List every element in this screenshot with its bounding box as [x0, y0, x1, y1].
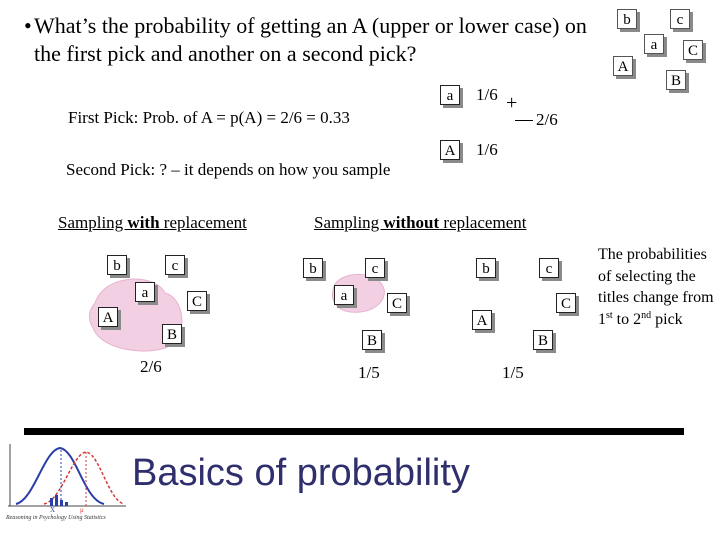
without1-tile-a: a	[334, 285, 354, 305]
tile-A: A	[613, 56, 633, 76]
with-tile-A: A	[98, 307, 118, 327]
logo-label-x: X	[50, 506, 56, 514]
without1-tile-B: B	[362, 330, 382, 350]
without2-tile-C: C	[556, 293, 576, 313]
with-suffix: replacement	[159, 213, 247, 232]
without2-tile-B: B	[533, 330, 553, 350]
side-note-first: 1	[598, 310, 606, 328]
with-tile-b: b	[107, 255, 127, 275]
first-pick-fraction-upper: 1/6	[476, 140, 498, 159]
side-note-second: 2	[633, 310, 642, 328]
bullet: •	[24, 13, 32, 38]
logo-caption: Reasoning in Psychology Using Statistics	[6, 515, 106, 521]
with-tile-B: B	[162, 324, 182, 344]
question-body: What’s the probability of getting an A (upper or lower case) on the first pick and another on a second pick?	[34, 13, 587, 66]
without2-tile-A: A	[472, 310, 492, 330]
question-text	[24, 12, 594, 68]
footer-logo	[4, 440, 130, 520]
without-group2-probability: 1/5	[502, 363, 524, 382]
without2-tile-c: c	[539, 258, 559, 278]
tile-b: b	[617, 9, 637, 29]
without1-tile-c: c	[365, 258, 385, 278]
tile-C: C	[683, 40, 703, 60]
first-pick-label: First Pick: Prob. of A = p(A) = 2/6 = 0.33	[68, 108, 350, 127]
footer-divider	[24, 428, 684, 435]
without2-tile-b: b	[476, 258, 496, 278]
without-prefix: Sampling	[314, 213, 384, 232]
side-note-text: The probabilities of selecting the titles change from	[598, 246, 714, 306]
second-pick-label: Second Pick: ? – it depends on how you sample	[66, 160, 391, 179]
slide-title: Basics of probability	[132, 452, 470, 494]
side-note-to: to	[612, 310, 634, 328]
side-note-second-sup: nd	[641, 309, 652, 321]
tile-c: c	[670, 9, 690, 29]
without-group1-probability: 1/5	[358, 363, 380, 382]
sum-line	[515, 120, 533, 121]
side-note-end: pick	[651, 310, 683, 328]
without-replacement-heading	[314, 213, 526, 233]
with-emph: with	[127, 213, 160, 232]
with-prefix: Sampling	[58, 213, 128, 232]
first-pick-total: 2/6	[536, 110, 558, 129]
side-note-first-sup: st	[606, 309, 613, 321]
first-pick-tile-A: A	[440, 140, 460, 160]
first-pick-tile-a: a	[440, 85, 460, 105]
with-tile-a: a	[135, 282, 155, 302]
with-replacement-heading	[58, 213, 247, 233]
first-pick-fraction-lower: 1/6	[476, 85, 498, 104]
tile-B: B	[666, 70, 686, 90]
logo-label-mu: μ	[80, 506, 84, 514]
plus-sign: +	[506, 92, 518, 114]
tile-a: a	[644, 34, 664, 54]
side-note	[598, 244, 718, 330]
without-suffix: replacement	[439, 213, 527, 232]
with-tile-c: c	[165, 255, 185, 275]
without-emph: without	[383, 213, 440, 232]
without1-tile-b: b	[303, 258, 323, 278]
with-probability: 2/6	[140, 357, 162, 376]
without1-tile-C: C	[387, 293, 407, 313]
with-tile-C: C	[187, 291, 207, 311]
